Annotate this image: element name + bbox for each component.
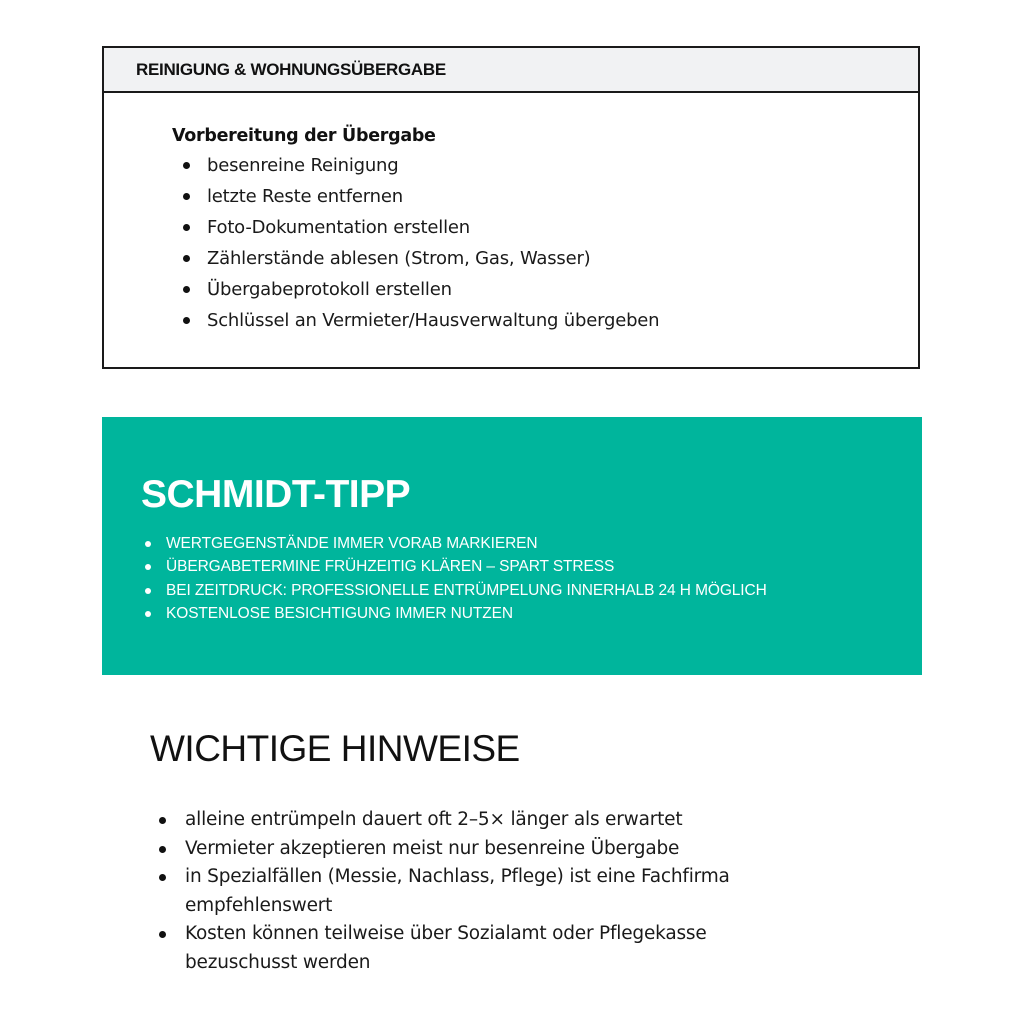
bullet-icon xyxy=(183,317,190,324)
list-item-text: Kosten können teilweise über Sozialamt oder Pflegekasse bezuschusst werden xyxy=(185,923,707,973)
list-item xyxy=(172,150,659,181)
cleaning-checklist xyxy=(172,150,659,336)
list-item-text: BEI ZEITDRUCK: PROFESSIONELLE ENTRÜMPELUNG INNERHALB 24 H MÖGLICH xyxy=(166,581,767,599)
list-item-text: Zählerstände ablesen (Strom, Gas, Wasser) xyxy=(207,248,591,269)
bullet-icon xyxy=(159,931,166,938)
list-item xyxy=(172,181,659,212)
list-item-text: Übergabeprotokoll erstellen xyxy=(207,279,452,300)
box-header: REINIGUNG & WOHNUNGSÜBERGABE xyxy=(104,48,918,93)
list-item xyxy=(172,305,659,336)
bullet-icon xyxy=(183,286,190,293)
list-item xyxy=(156,835,816,864)
bullet-icon xyxy=(183,162,190,169)
notes-list xyxy=(156,806,816,977)
list-item xyxy=(156,806,816,835)
list-item-text: in Spezialfällen (Messie, Nachlass, Pflege) ist eine Fachfirma empfehlenswert xyxy=(185,866,730,916)
list-item xyxy=(142,532,767,555)
list-item-text: Schlüssel an Vermieter/Hausverwaltung übergeben xyxy=(207,310,660,331)
bullet-icon xyxy=(159,817,166,824)
list-item-text: letzte Reste entfernen xyxy=(207,186,403,207)
list-item-text: Foto-Dokumentation erstellen xyxy=(207,217,470,238)
list-item-text: Vermieter akzeptieren meist nur besenreine Übergabe xyxy=(185,837,680,859)
list-item-text: KOSTENLOSE BESICHTIGUNG IMMER NUTZEN xyxy=(166,604,513,622)
list-item xyxy=(156,863,816,920)
box-body xyxy=(172,126,659,336)
bullet-icon xyxy=(183,224,190,231)
list-item xyxy=(156,920,816,977)
list-item-text: WERTGEGENSTÄNDE IMMER VORAB MARKIEREN xyxy=(166,535,538,552)
list-item-text: besenreine Reinigung xyxy=(207,155,399,176)
list-item xyxy=(172,212,659,243)
tip-list xyxy=(142,532,767,625)
list-item xyxy=(142,555,767,578)
list-item xyxy=(142,579,767,602)
bullet-icon xyxy=(183,193,190,200)
list-item-text: ÜBERGABETERMINE FRÜHZEITIG KLÄREN – SPART STRESS xyxy=(166,558,615,576)
bullet-icon xyxy=(145,611,151,617)
bullet-icon xyxy=(145,564,151,570)
bullet-icon xyxy=(145,588,151,594)
box-subtitle: Vorbereitung der Übergabe xyxy=(172,126,436,146)
bullet-icon xyxy=(183,255,190,262)
bullet-icon xyxy=(159,846,166,853)
list-item-text: alleine entrümpeln dauert oft 2–5× länger als erwartet xyxy=(185,809,683,830)
notes-title: WICHTIGE HINWEISE xyxy=(150,728,520,769)
list-item xyxy=(172,274,659,305)
bullet-icon xyxy=(159,874,166,881)
cleaning-handover-box xyxy=(102,46,920,369)
list-item xyxy=(142,602,767,625)
bullet-icon xyxy=(145,541,151,547)
tip-banner xyxy=(102,417,922,675)
list-item xyxy=(172,243,659,274)
tip-title: SCHMIDT-TIPP xyxy=(141,473,411,516)
